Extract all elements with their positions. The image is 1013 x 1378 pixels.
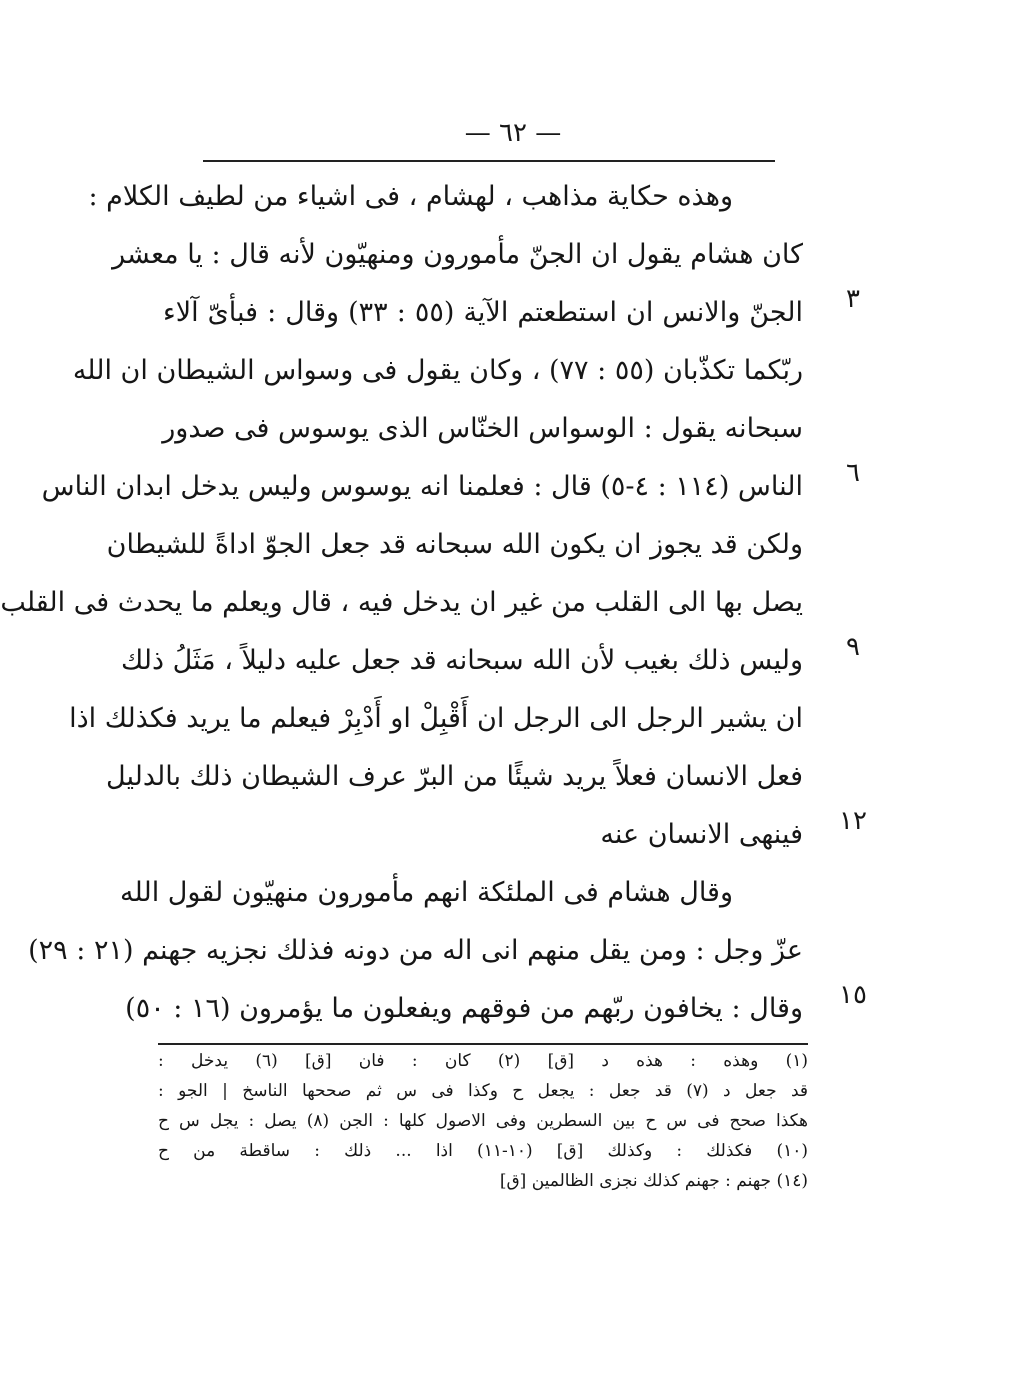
text-line: كان هشام يقول ان الجنّ مأمورون ومنهيّون لأنه قال : يا معشر — [112, 239, 803, 270]
text-line: وقال : يخافون ربّهم من فوقهم ويفعلون ما يؤمرون (١٦ : ٥٠) — [125, 993, 803, 1024]
footnotes — [158, 1046, 808, 1196]
text-line: فينهى الانسان عنه — [600, 819, 803, 850]
text-line: وهذه حكاية مذاهب ، لهشام ، فى اشياء من لطيف الكلام : — [88, 181, 733, 212]
line-number: ١٢ — [839, 806, 867, 836]
text-line: ان يشير الرجل الى الرجل ان أَقْبِلْ او أَدْبِرْ فيعلم ما يريد فكذلك اذا — [69, 703, 803, 734]
header-rule — [203, 160, 775, 162]
footnote-line: (١٤) جهنم : جهنم كذلك نجزى الظالمين [ق] — [499, 1171, 808, 1191]
text-line: ولكن قد يجوز ان يكون الله سبحانه قد جعل الجوّ اداةً للشيطان — [106, 529, 803, 560]
text-line: الجنّ والانس ان استطعتم الآية (٥٥ : ٣٣) وقال : فبأىّ آلاء — [163, 297, 803, 328]
text-line: فعل الانسان فعلاً يريد شيئًا من البرّ عرف الشيطان ذلك بالدليل — [106, 761, 803, 792]
line-number: ٣ — [846, 284, 860, 314]
text-line: ربّكما تكذّبان (٥٥ : ٧٧) ، وكان يقول فى وسواس الشيطان ان الله — [72, 355, 803, 386]
main-text — [0, 168, 803, 1038]
text-line: وليس ذلك بغيب لأن الله سبحانه قد جعل عليه دليلاً ، مَثَلُ ذلك — [120, 645, 803, 676]
line-number: ٦ — [846, 458, 860, 488]
text-line: يصل بها الى القلب من غير ان يدخل فيه ، قال ويعلم ما يحدث فى القلب — [0, 587, 803, 618]
line-number: ٩ — [846, 632, 860, 662]
text-line: وقال هشام فى الملئكة انهم مأمورون منهيّون لقول الله — [120, 877, 733, 908]
page-number: — ٦٢ — — [464, 118, 562, 148]
text-line: سبحانه يقول : الوسواس الخنّاس الذى يوسوس فى صدور — [162, 413, 803, 444]
footnote-line: هكذا صحح فى س ح بين السطرين وفى الاصول كلها : الجن (٨) يصل : يجل س ح — [158, 1111, 808, 1131]
footnote-line: (١٠) فكذلك : وكذلك [ق] (١٠-١١) اذا ... ذلك : ساقطة من ح — [158, 1141, 808, 1161]
text-line: الناس (١١٤ : ٤-٥) قال : فعلمنا انه يوسوس وليس يدخل ابدان الناس — [41, 471, 803, 502]
footnote-rule — [158, 1043, 808, 1045]
line-number: ١٥ — [839, 980, 867, 1010]
text-line: عزّ وجل : ومن يقل منهم انى اله من دونه فذلك نجزيه جهنم (٢١ : ٢٩) — [28, 935, 803, 966]
footnote-line: (١) وهذه : هذه د [ق] (٢) كان : فان [ق] (٦) يدخل : — [158, 1051, 808, 1071]
footnote-line: قد جعل د (٧) قد جعل : يجعل ح وكذا فى س ثم صححها الناسخ | الجو : — [158, 1081, 808, 1101]
